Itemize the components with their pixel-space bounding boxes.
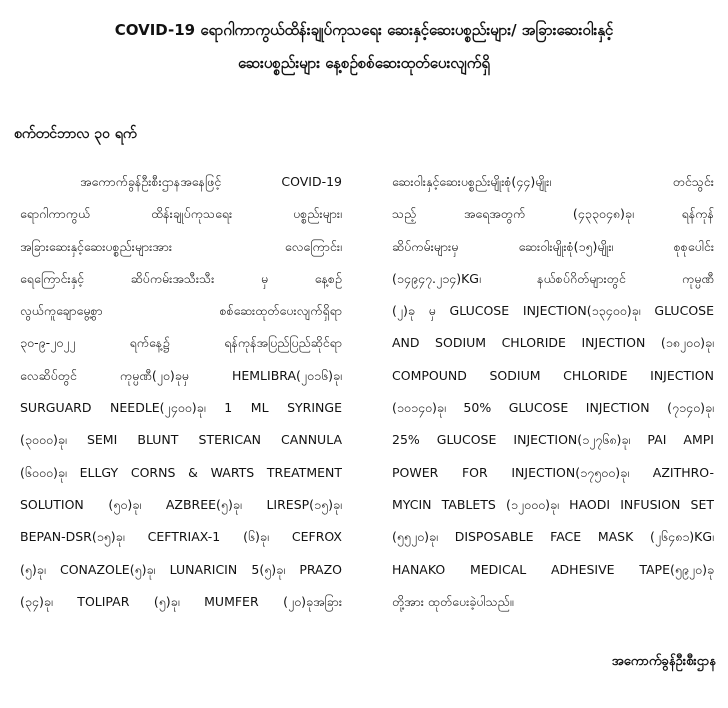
body-line: (၅)ခု၊ CONAZOLE(၅)ခု၊ LUNARICIN 5(၅)ခု၊ PRAZO	[20, 561, 342, 577]
body-line: BEPAN-DSR(၁၅)ခု၊ CEFTRIAX-1 (၆)ခု၊ CEFROX	[20, 529, 342, 545]
body-line: MYCIN TABLETS (၁၂၀၀၀)ခု၊ HAODI INFUSION SET	[392, 496, 714, 512]
document-title-line-2: ဆေးပစ္စည်းများ နေ့စဉ်စစ်ဆေးထုတ်ပေးလျက်ရှိ	[237, 54, 491, 72]
body-line: သည့် အရေအတွက် (၄၃၃၀၄၈)ခု၊ ရန်ကုန်	[392, 206, 714, 222]
body-line: လွယ်ကူချောမွေ့စွာ စစ်ဆေးထုတ်ပေးလျက်ရှိရာ	[20, 303, 342, 319]
body-line: ၃၀-၉-၂၀၂၂ ရက်နေ့၌ ရန်ကုန်အပြည်ပြည်ဆိုင်ရာ	[20, 335, 342, 351]
body-line: SOLUTION (၅၀)ခု၊ AZBREE(၅)ခု၊ LIRESP(၁၅)ခု၊	[20, 496, 342, 512]
body-line: (၃၀၀၀)ခု၊ SEMI BLUNT STERICAN CANNULA	[20, 432, 342, 448]
document-title-line-1: COVID-19 ရောဂါကာကွယ်ထိန်းချုပ်ကုသရေး ဆေးနှင့်ဆေးပစ္စည်းများ/ အခြားဆေးဝါးနှင့်	[114, 21, 614, 39]
date-heading: စက်တင်ဘာလ ၃၀ ရက်	[14, 126, 137, 142]
body-line: 25% GLUCOSE INJECTION(၁၂၇၆၈)ခု၊ PAI AMPI	[392, 432, 714, 448]
signature-department: အကောက်ခွန်ဦးစီးဌာန	[611, 654, 716, 669]
body-line: ရောဂါကာကွယ် ထိန်းချုပ်ကုသရေး ပစ္စည်းများ၊	[20, 206, 342, 222]
body-column-right	[392, 172, 714, 624]
body-line: ဆေးဝါးနှင့်ဆေးပစ္စည်းမျိုးစုံ(၄၄)မျိုး၊ တင်သွင်း	[392, 174, 714, 189]
body-line: (၅၅၂၀)ခု၊ DISPOSABLE FACE MASK (၂၆၄၈၁)KG၊	[392, 529, 714, 545]
body-line: တို့အား ထုတ်ပေးခဲ့ပါသည်။	[392, 593, 514, 609]
body-line: အခြားဆေးနှင့်ဆေးပစ္စည်းများအား လေကြောင်း၊	[20, 238, 342, 254]
body-line: SURGUARD NEEDLE(၂၄၀၀)ခု၊ 1 ML SYRINGE	[20, 400, 342, 416]
body-line: COMPOUND SODIUM CHLORIDE INJECTION	[392, 367, 714, 383]
body-line: (၁၀၁၄၀)ခု၊ 50% GLUCOSE INJECTION (၇၁၄၀)ခု၊	[392, 400, 714, 416]
body-line: လေဆိပ်တွင် ကုမ္ပဏီ(၂၀)ခုမှ HEMLIBRA(၂၀၁၆)ခု၊	[20, 367, 342, 383]
body-line: POWER FOR INJECTION(၁၇၅၀၀)ခု၊ AZITHRO-	[392, 464, 714, 480]
body-line: (၁၄၉၄၇.၂၁၄)KG၊ နယ်စပ်ဂိတ်များတွင် ကုမ္ပဏီ	[392, 270, 714, 286]
body-column-left	[20, 172, 342, 624]
body-line: (၆၀၀၀)ခု၊ ELLGY CORNS & WARTS TREATMENT	[20, 464, 342, 480]
body-line: အကောက်ခွန်ဦးစီးဌာနအနေဖြင့် COVID-19	[80, 174, 342, 189]
body-line: AND SODIUM CHLORIDE INJECTION (၁၈၂၀၀)ခု၊	[392, 335, 714, 351]
body-line: (၂)ခု မှ GLUCOSE INJECTION(၁၃၄၀၀)ခု၊ GLUCOSE	[392, 303, 714, 319]
body-line: (၃၄)ခု၊ TOLIPAR (၅)ခု၊ MUMFER (၂၀)ခုအခြား	[20, 593, 342, 609]
body-line: ရေကြောင်းနှင့် ဆိပ်ကမ်းအသီးသီး မှ နေ့စဉ်	[20, 270, 342, 286]
body-line: ဆိပ်ကမ်းများမှ ဆေးဝါးမျိုးစုံ(၁၅)မျိုး၊ စုစုပေါင်း	[392, 238, 714, 254]
body-line: HANAKO MEDICAL ADHESIVE TAPE(၅၉၂၀)ခု	[392, 561, 714, 577]
